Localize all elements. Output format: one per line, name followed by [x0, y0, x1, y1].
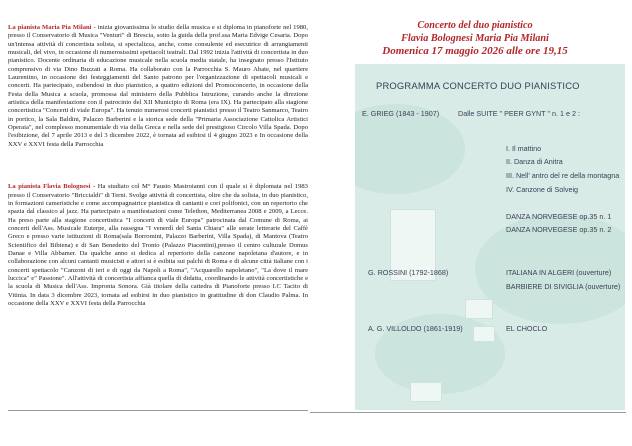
bio-heading: La pianista Flavia Bolognesi	[8, 183, 91, 191]
bottom-divider	[310, 412, 626, 413]
work-italiana-in-algeri: ITALIANA IN ALGERI (ouverture)	[506, 268, 612, 277]
work-el-choclo: EL CHOCLO	[506, 324, 548, 333]
concert-header	[330, 20, 620, 58]
concert-title: Concerto del duo pianistico	[417, 20, 533, 31]
decorative-stamp	[410, 382, 442, 402]
left-page	[8, 24, 308, 308]
bottom-divider	[8, 410, 308, 411]
movement-4: IV. Canzone di Solveig	[506, 185, 579, 194]
danza-norvegese-1: DANZA NORVEGESE op.35 n. 1	[506, 212, 612, 221]
movement-2: II. Danza di Anitra	[506, 157, 563, 166]
composer-villoldo: A. G. VILLOLDO (1861-1919)	[368, 324, 463, 333]
work-peer-gynt: Dalle SUITE " PEER GYNT " n. 1 e 2 :	[458, 109, 581, 118]
bio-maria-pia-milani	[8, 24, 308, 149]
bio-flavia-bolognesi	[8, 183, 308, 308]
movement-3: III. Nell' antro del re della montagna	[506, 171, 620, 180]
program-title: PROGRAMMA CONCERTO DUO PIANISTICO	[376, 80, 580, 91]
bio-text: - Ha studiato col M° Fausto Mastroianni con il quale si è diplomata nel 1983 presso il Conservatorio "Briccialdi" di Terni. Svolge attività di concertista, oltre che da solista, in duo pianistico, in formazioni cameristiche e come accompagnatrice pianistica di cantanti e cori polifonici, con un repertorio che spazia dal classico al jazz. Ha partecipato a manifestazioni come Telethon, Mediterranea 2008 e 2009, a Lecce. Ha preso parte alla stagione concertistica "I concerti di viale Europa" patrocinata dal Comune di Roma, ai concerti dell'Ass. Musicale Euterpe, alla rassegna "I venerdì del Santa Chiara" alle serate letterarie del Caffè Greco e presso varie istituzioni di Roma(sala Borromini, Palazzo Barberini, Villa Spada), di Mantova (Teatro Scientifico del Bibiena) e di San Benedetto del Tronto (Palazzo Piacentini),presso il centro culturale Domus Danae e Villa Abbamer. Da qualche anno si dedica al repertorio della canzone napoletana d'autore, e in collaborazione con alcuni cantanti musicisti e attori si è esibita sui palchi di Roma e di alcune città italiane con i concerti spettacolo "Canzoni di ieri e di oggi da Napoli a Roma", "Acquarello napoletano", "La dove il mare luccica" e" Passione". All'attività di concertista affianca quella di didatta, coordinando le attività concertistiche e la scuola di Musica dell'Ass. Impronta Sonora. Già titolare della cattedra di Pianoforte presso I.C Tacito di Vitinia. In data 3 dicembre 2023, tornata ad esibirsi in duo pianistico in gratitudine di don Claudio Palma. In occasione della XXV e XXVI festa della Parrocchia	[8, 183, 308, 307]
danza-norvegese-2: DANZA NORVEGESE op.35 n. 2	[506, 225, 612, 234]
movement-1: I. Il mattino	[506, 144, 542, 153]
work-barbiere-di-siviglia: BARBIERE DI SIVIGLIA (ouverture)	[506, 282, 621, 291]
composer-grieg: E. GRIEG (1843 - 1907)	[362, 109, 440, 118]
decorative-stamp	[465, 299, 493, 319]
bio-text: - inizia giovanissima lo studio della musica e si diploma in pianoforte nel 1980, presso il Conservatorio di Musica "Venturi" di Brescia, sotto la guida della prof.ssa Maria Edvige Cesaria. Dopo un'intensa attività di concertista solista, si specializza, anche, come consulente ed esecutrice di arrangiamenti musicali, del vivo, in occasione di numerosissimi spettacoli teatrali. Dal 1992 inizia l'attività di concertista in duo pianistico. Docente ordinaria di educazione musicale nella scuola media statale, ha insegnato presso l'Istituto comprensivo di via Dino Buzzati a Roma. Ha collaborato con la Parrocchia S. Mauro Abate, nel quartiere Laurentino, in occasione dei festeggiamenti del Santo patrono per l'organizzazione di spettacoli musicali e concerti. Ha partecipato, esibendosi in duo pianistico, a quattro edizioni del Promoconcerto, in occasione della Festa della Musica a scuola, promossa dal ministero della Pubblica Istruzione, curando anche la direzione artistica della manifestazione con il patrocinio del XII Municipio di Roma (era IX). Ha partecipato alla stagione concertistica "Concerti di viale Europa". Ha tenuto numerosi concerti pianistici presso il Teatro Sanmarco, Teatro in portico, la Sala Baldini, Palazzo Barberini e la storica sede della "Primaria Associazione Cattolica Artistici Operaia", nel complesso monumentale di via della Greca e nella sede del prestigioso Circolo Villa Spada. Dopo l'esibizione, del 7 aprile 2013 e del 3 dicembre 2022, è tornata ad esibirsi il 4 giugno 2023 e In occasione della XXV e XXVI festa della Parrocchia	[8, 24, 309, 148]
concert-performers: Flavia Bolognesi Maria Pia Milani	[401, 32, 549, 44]
bio-heading: La pianista Maria Pia Milani	[8, 24, 92, 31]
decorative-stamp	[473, 326, 495, 342]
concert-date: Domenica 17 maggio 2026 alle ore 19,15	[382, 45, 568, 57]
composer-rossini: G. ROSSINI (1792-1868)	[368, 268, 449, 277]
